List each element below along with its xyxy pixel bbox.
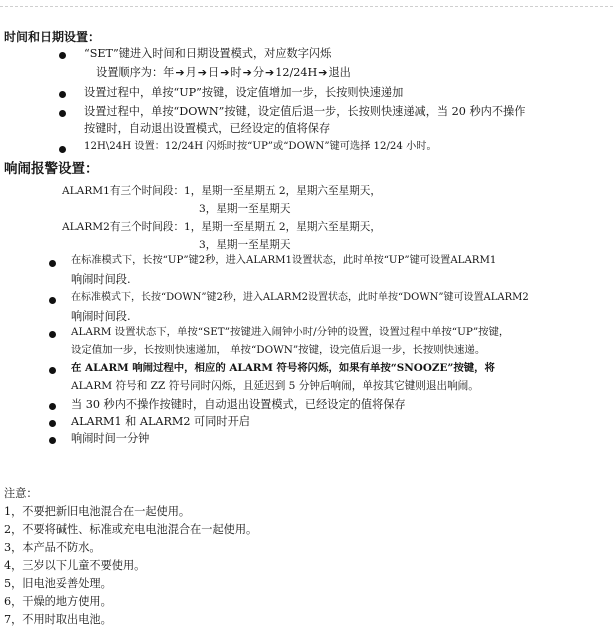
- alarm-heading: 响闹报警设置：: [4, 161, 99, 177]
- order-step: 12/24H: [275, 66, 318, 79]
- note-item: 1，不要把新旧电池混合在一起使用。: [4, 505, 191, 518]
- bullet-dot: [59, 110, 66, 117]
- bullet-dot: [59, 91, 66, 98]
- time-item-12-24h: 12H\24H 设置：12/24H 闪烁时按“UP”或“DOWN”键可选择 12/24 小时。: [84, 141, 437, 152]
- time-item-set: “SET”键进入时间和日期设置模式，对应数字闪烁: [84, 47, 332, 60]
- alarm1-periods-cont: 3，星期一至星期天: [199, 203, 291, 215]
- note-item: 4，三岁以下儿童不要使用。: [4, 559, 146, 572]
- setting-order: [96, 66, 351, 79]
- top-divider: [0, 0, 613, 18]
- note-item: 6，干燥的地方使用。: [4, 595, 112, 608]
- setting-order-label: 设置顺序为：: [96, 66, 164, 79]
- bullet-dot: [49, 331, 56, 338]
- arrow-right-icon: ➔: [220, 66, 230, 79]
- bullet-dot: [59, 146, 66, 153]
- bullet-dot: [59, 52, 66, 59]
- time-settings-heading: 时间和日期设置：: [4, 30, 101, 44]
- alarm2-periods-cont: 3，星期一至星期天: [199, 239, 291, 251]
- order-step: 分: [252, 66, 265, 79]
- time-item-down: 设置过程中，单按“DOWN”按键，设定值后退一步，长按则快速递减，当 20 秒内不操作: [84, 105, 526, 118]
- alarm-item-alarm2: 在标准模式下，长按“DOWN”键2秒，进入ALARM2设置状态，此时单按“DOWN”键可设置ALARM2: [71, 292, 529, 303]
- bullet-dot: [49, 297, 56, 304]
- arrow-right-icon: ➔: [265, 66, 275, 79]
- order-step: 月: [185, 66, 197, 79]
- order-step: 日: [207, 66, 220, 79]
- alarm-item-snooze: 在 ALARM 响闹过程中，相应的 ALARM 符号将闪烁，如果有单按“SNOOZE”按键，将: [71, 362, 495, 374]
- order-step: 年: [163, 66, 175, 79]
- bullet-dot: [49, 260, 56, 267]
- arrow-right-icon: ➔: [242, 66, 252, 79]
- time-item-up: 设置过程中，单按“UP”按键，设定值增加一步，长按则快速递加: [84, 86, 404, 99]
- alarm-item-settings: ALARM 设置状态下，单按“SET”按键进入闹钟小时/分钟的设置，设置过程中单按“UP”按键，: [71, 326, 510, 338]
- alarm-item-alarm1-cont: 响闹时间段.: [71, 273, 131, 286]
- arrow-right-icon: ➔: [197, 66, 207, 79]
- alarm-item-both: ALARM1 和 ALARM2 可同时开启: [71, 415, 250, 428]
- alarm2-periods: ALARM2有三个时间段：1，星期一至星期五 2，星期六至星期天，: [62, 221, 381, 233]
- order-step: 退出: [328, 66, 351, 79]
- note-item: 7，不用时取出电池。: [4, 613, 112, 626]
- bullet-dot: [49, 403, 56, 410]
- time-item-down-cont: 按键时，自动退出设置模式，已经设定的值将保存: [84, 122, 331, 135]
- note-item: 2，不要将碱性、标准或充电电池混合在一起使用。: [4, 523, 258, 536]
- bullet-dot: [49, 437, 56, 444]
- alarm-item-snooze-cont: ALARM 符号和 ZZ 符号同时闪烁，且延迟到 5 分钟后响闹，单按其它键则退出响闹。: [71, 380, 479, 392]
- alarm-item-timeout: 当 30 秒内不操作按键时，自动退出设置模式，已经设定的值将保存: [71, 398, 406, 411]
- alarm1-periods: ALARM1有三个时间段：1，星期一至星期五 2，星期六至星期天，: [62, 185, 381, 197]
- note-item: 5，旧电池妥善处理。: [4, 577, 112, 590]
- alarm-item-alarm2-cont: 响闹时间段.: [71, 310, 131, 323]
- bullet-dot: [49, 420, 56, 427]
- alarm-item-settings-cont: 设定值加一步，长按则快速递加， 单按“DOWN”按键，设完值后退一步，长按则快速递。: [71, 344, 486, 356]
- bullet-dot: [49, 367, 56, 374]
- arrow-right-icon: ➔: [175, 66, 185, 79]
- arrow-right-icon: ➔: [318, 66, 328, 79]
- notes-heading: 注意：: [4, 487, 38, 500]
- alarm-item-duration: 响闹时间一分钟: [71, 432, 150, 445]
- alarm-item-alarm1: 在标准模式下，长按“UP”键2秒，进入ALARM1设置状态，此时单按“UP”键可设置ALARM1: [71, 255, 497, 266]
- order-step: 时: [230, 66, 242, 79]
- note-item: 3，本产品不防水。: [4, 541, 101, 554]
